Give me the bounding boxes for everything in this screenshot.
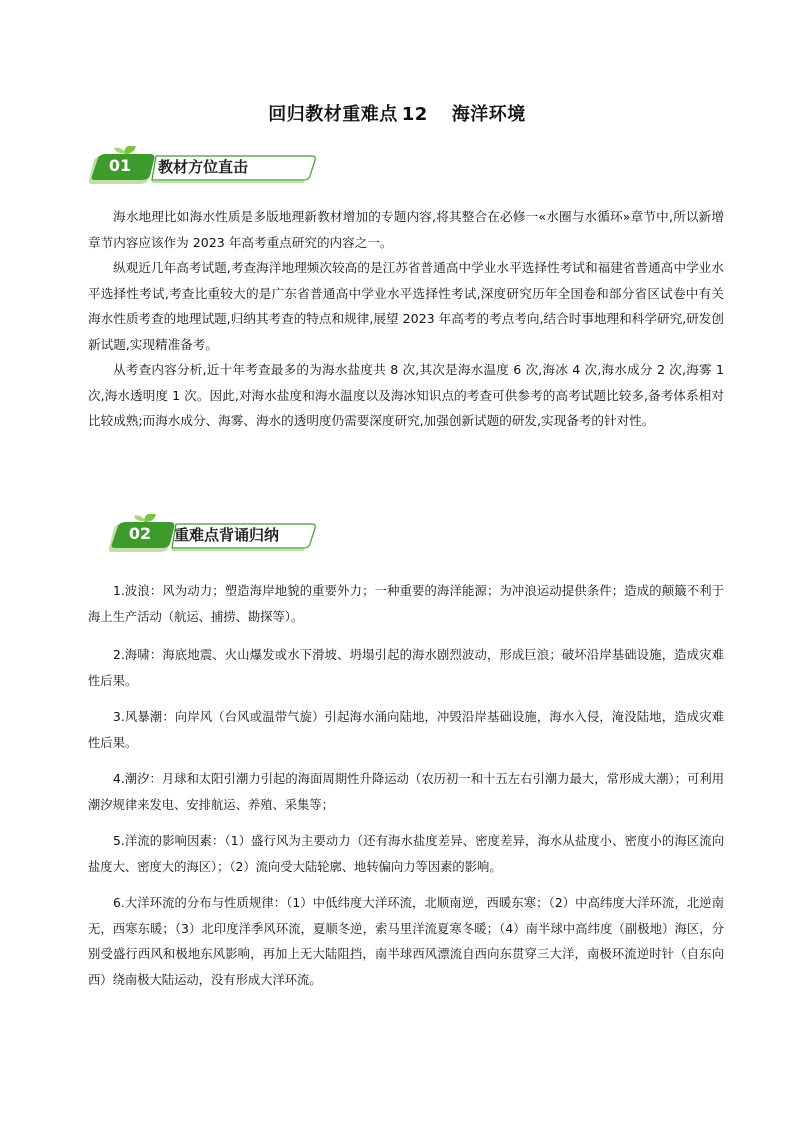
intro-paragraph-2: 纵观近几年高考试题,考查海洋地理频次较高的是江苏省普通高中学业水平选择性考试和福建省普通高中学业水平选择性考试,考查比重较大的是广东省普通高中学业水平选择性考试,深度研究历年全国卷和部分省区试卷中有关海水性质考查的地理试题,归纳其考查的特点和规律,展望 2023 年高考的考点考向,结合时事地理和科学研究,研发创新试题,实现精准备考。 <box>88 260 724 352</box>
page-title <box>0 100 794 126</box>
section-label-2: 重难点背诵归纳 <box>174 526 280 544</box>
key-point-6: 6.大洋环流的分布与性质规律：（1）中低纬度大洋环流，北顺南逆，西暖东寒；（2）中高纬度大洋环流，北逆南无，西寒东暖；（3）北印度洋季风环流，夏顺冬逆，索马里洋流夏寒冬暖；（4）南半球中高纬度（副极地）海区，分别受盛行西风和极地东风影响，再加上无大陆阻挡，南半球西风漂流自西向东贯穿三大洋，南极环流逆时针（自东向西）绕南极大陆运动，没有形成大洋环流。 <box>88 896 724 987</box>
key-point-3: 3.风暴潮：向岸风（台风或温带气旋）引起海水涌向陆地，冲毁沿岸基础设施，海水入侵，淹没陆地，造成灾难性后果。 <box>88 710 724 750</box>
key-point-1: 1.波浪：风为动力；塑造海岸地貌的重要外力；一种重要的海洋能源；为冲浪运动提供条件；造成的颠簸不利于海上生产活动（航运、捕捞、勘探等）。 <box>88 584 724 624</box>
key-point-2: 2.海啸：海底地震、火山爆发或水下滑坡、坍塌引起的海水剧烈波动，形成巨浪；破坏沿岸基础设施，造成灾难性后果。 <box>88 648 724 688</box>
title-topic: 海洋环境 <box>451 104 526 125</box>
section-header-2 <box>88 514 318 554</box>
key-point-4: 4.潮汐：月球和太阳引潮力引起的海面周期性升降运动（农历初一和十五左右引潮力最大，常形成大潮）；可利用潮汐规律来发电、安排航运、养殖、采集等； <box>88 772 724 812</box>
section-number-2: 02 <box>128 524 152 543</box>
intro-paragraph-3: 从考查内容分析,近十年考查最多的为海水盐度共 8 次,其次是海水温度 6 次,海冰 4 次,海水成分 2 次,海雾 1 次,海水透明度 1 次。因此,对海水盐度和海水温度以及海冰知识点的考查可供参考的高考试题比较多,备考体系相对比较成熟;而海水成分、海雾、海水的透明度仍需要深度研究,加强创新试题的研发,实现备考的针对性。 <box>88 362 724 428</box>
title-main: 回归教材重难点 <box>268 104 398 125</box>
intro-paragraph-1: 海水地理比如海水性质是多版地理新教材增加的专题内容,将其整合在必修一«水圈与水循环»章节中,所以新增章节内容应该作为 2023 年高考重点研究的内容之一。 <box>88 209 724 250</box>
title-number: 12 <box>401 104 428 125</box>
section-number-1: 01 <box>108 156 132 175</box>
key-point-5: 5.洋流的影响因素：（1）盛行风为主要动力（还有海水盐度差异、密度差异，海水从盐度小、密度小的海区流向盐度大、密度大的海区）；（2）流向受大陆轮廓、地转偏向力等因素的影响。 <box>88 834 724 874</box>
section-header-1 <box>88 146 318 186</box>
section-label-1: 教材方位直击 <box>158 158 249 176</box>
